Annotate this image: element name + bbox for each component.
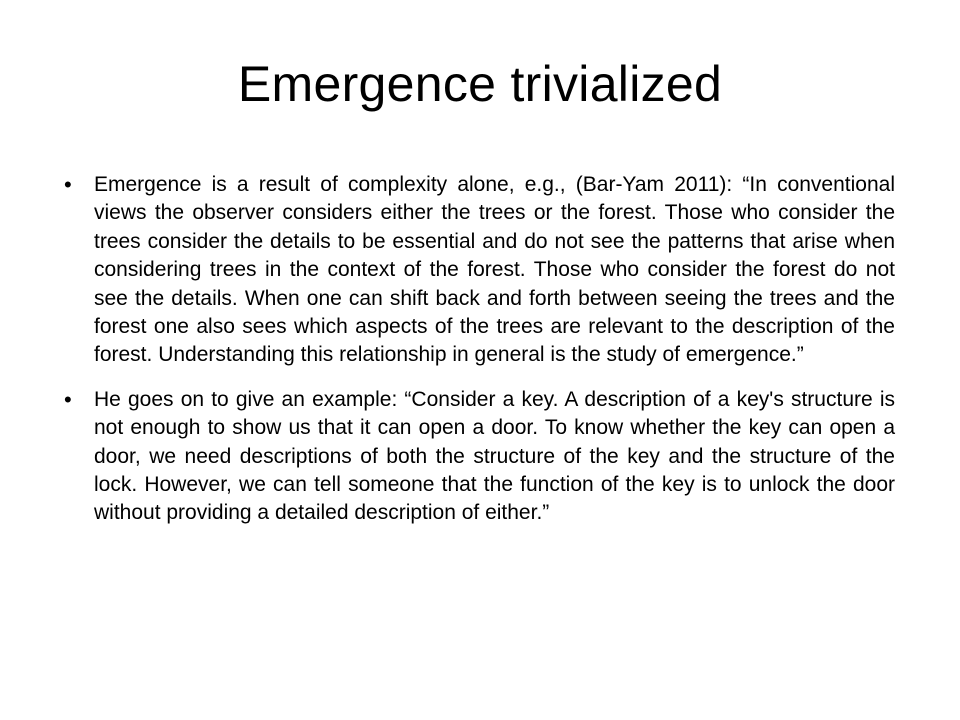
- bullet-text: Emergence is a result of complexity alone, e.g., (Bar-Yam 2011): “In conventional views the observer considers either the trees or the forest. Those who consider the trees consider the details to be essential and do not see the patterns that arise when considering trees in the context of the forest. Those who consider the forest do not see the details. When one can shift back and forth between seeing the trees and the forest one also sees which aspects of the trees are relevant to the description of the forest. Understanding this relationship in general is the study of emergence.”: [94, 173, 895, 367]
- bullet-marker: •: [64, 172, 72, 197]
- bullet-item: [64, 171, 896, 370]
- bullet-marker: •: [64, 386, 72, 412]
- slide-title: Emergence trivialized: [237, 56, 723, 112]
- bullet-item: [64, 386, 896, 528]
- bullet-text: He goes on to give an example: “Consider a key. A description of a key's structure is not enough to show us that it can open a door. To know whether the key can open a door, we need descriptions of both the structure of the key and the structure of the lock. However, we can tell someone that the function of the key is to unlock the door without providing a detailed description of either.”: [94, 387, 895, 525]
- bullet-list: [64, 171, 896, 544]
